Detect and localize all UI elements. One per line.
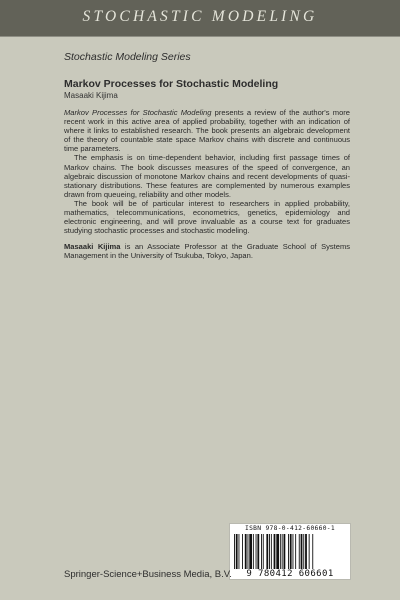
author-bio-name: Masaaki Kijima <box>64 242 121 252</box>
publisher-name: Springer-Science+Business Media, B.V. <box>64 569 232 580</box>
book-title: Markov Processes for Stochastic Modeling <box>64 78 279 90</box>
barcode-bar <box>256 534 257 569</box>
book-author: Masaaki Kijima <box>64 91 118 100</box>
description-paragraph-1 <box>64 108 350 153</box>
barcode-bar <box>242 534 243 569</box>
barcode-bar <box>239 534 240 569</box>
barcode-bar <box>299 534 300 569</box>
barcode-bar <box>263 534 264 569</box>
isbn-label: ISBN 978-0-412-60660-1 <box>244 525 335 532</box>
barcode-bar <box>269 534 270 569</box>
barcode-bar <box>245 534 247 569</box>
barcode-bar <box>236 534 238 569</box>
series-name: Stochastic Modeling Series <box>64 51 191 63</box>
barcode-bar <box>312 534 313 569</box>
barcode-bar <box>303 534 304 569</box>
series-banner-text: STOCHASTIC MODELING <box>82 8 318 25</box>
top-banner <box>0 0 400 36</box>
barcode-bar <box>266 534 268 569</box>
description-paragraph-3: The book will be of particular interest to researchers in applied probability, mathematics, telecommunications, econometrics, genetics, epidemiology and electronic engineering, and will prove invaluable as a course text for graduates studying stochastic processes and stochastic modeling. <box>64 198 350 236</box>
barcode-bar <box>295 534 296 569</box>
barcode-bar <box>305 534 307 569</box>
barcode-bar <box>280 534 281 569</box>
barcode-bar <box>253 534 254 569</box>
barcode-bars <box>234 534 346 569</box>
banner-divider <box>0 36 400 37</box>
barcode-bar <box>282 534 283 569</box>
ean-digits: 9 780412 606601 <box>246 569 334 579</box>
barcode-bar <box>284 534 286 569</box>
barcode-bar <box>293 534 294 569</box>
barcode-bar <box>309 534 310 569</box>
barcode-bar <box>271 534 272 569</box>
isbn-barcode <box>229 523 351 580</box>
barcode-bar <box>290 534 292 569</box>
barcode-bar <box>276 534 279 569</box>
barcode-bar <box>248 534 249 569</box>
author-bio <box>64 242 350 260</box>
barcode-bar <box>274 534 276 569</box>
author-bio-text: is an Associate Professor at the Graduate School of Systems Management in the University of Tsukuba, Tokyo, Japan. <box>64 242 351 261</box>
description-lead-title: Markov Processes for Stochastic Modeling <box>64 108 212 117</box>
barcode-bar <box>249 534 252 569</box>
description <box>64 108 350 261</box>
description-paragraph-2: The emphasis is on time-dependent behavior, including first passage times of Markov chains. The book discusses measures of the speed of convergence, an algebraic discussion of monotone Markov chains and recent developments of quasi-stationary distributions. These features are complemented by numerous examples drawn from queueing, reliability and other models. <box>64 153 350 199</box>
barcode-bar <box>257 534 259 569</box>
barcode-bar <box>288 534 289 569</box>
description-paragraph-1-text: presents a review of the author's more recent work in this active area of applied probability, together with an indication of where it links to established research. The book presents an algebraic development of the theory of countable state space Markov chains with discrete and continuous time parameters. <box>64 108 350 154</box>
barcode-bar <box>234 534 235 569</box>
barcode-bar <box>301 534 303 569</box>
barcode-bar <box>261 534 262 569</box>
